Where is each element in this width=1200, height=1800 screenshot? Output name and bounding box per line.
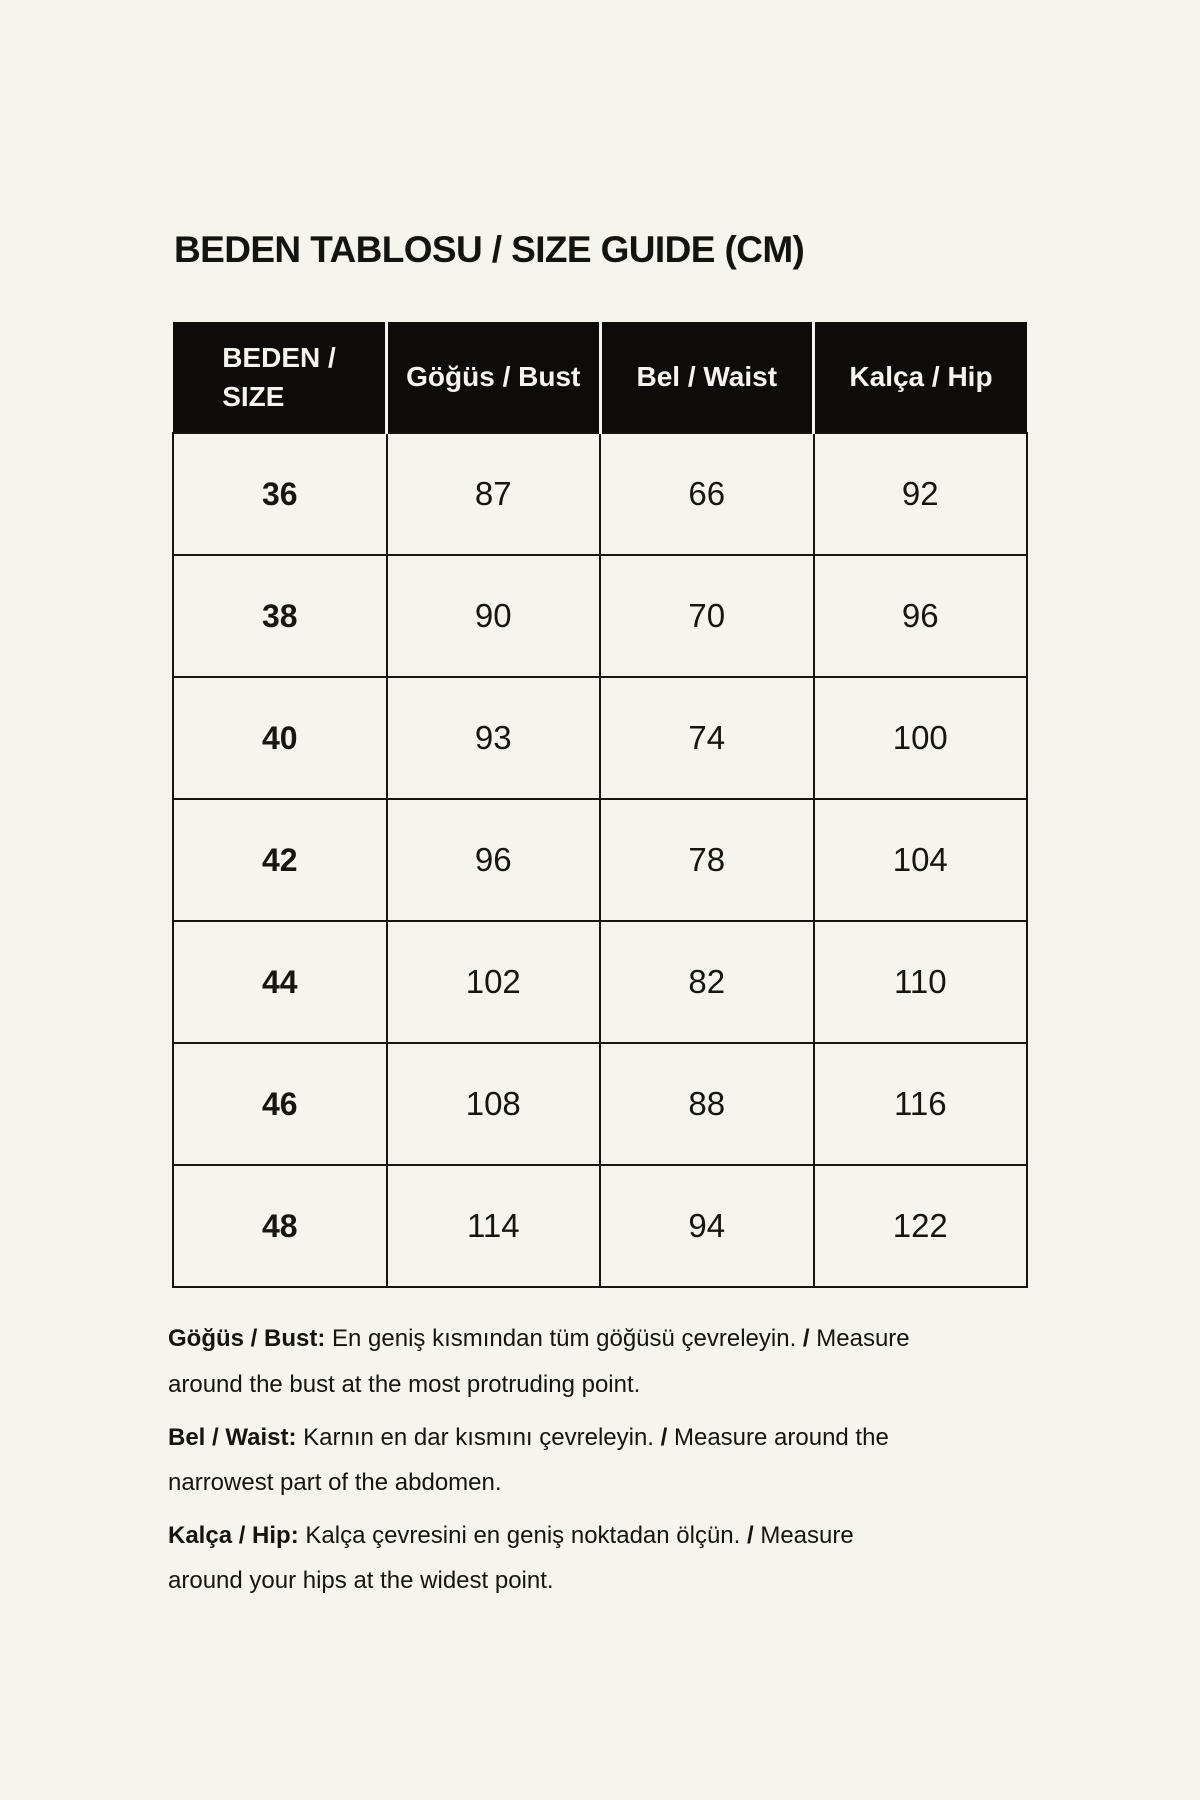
note-bust-tr: En geniş kısmından tüm göğüsü çevreleyin. [332,1325,797,1353]
hip-cell: 92 [814,433,1028,555]
header-cell-waist: Bel / Waist [600,322,814,433]
note-bust-label: Göğüs / Bust: [168,1325,326,1353]
bust-cell: 102 [387,921,601,1043]
note-hip-label: Kalça / Hip: [168,1521,299,1549]
table-row [173,555,1027,677]
waist-cell: 74 [600,677,814,799]
table-row [173,799,1027,921]
note-waist-tr: Karnın en dar kısmını çevreleyin. [303,1423,654,1451]
note-bust-en: Measure around the bust at the most protruding point. [168,1325,910,1398]
waist-cell: 66 [600,433,814,555]
size-cell: 44 [173,921,387,1043]
waist-cell: 70 [600,555,814,677]
bust-cell: 87 [387,433,601,555]
size-cell: 48 [173,1165,387,1287]
content-column [168,0,1072,1611]
size-table-header-row [173,322,1027,433]
note-hip-en: Measure around your hips at the widest point. [168,1521,854,1595]
table-row [173,677,1027,799]
header-cell-size [173,322,387,433]
note-waist [168,1415,930,1506]
header-size-line1: BEDEN / [222,342,336,374]
note-hip [168,1513,930,1604]
hip-cell: 96 [814,555,1028,677]
hip-cell: 104 [814,799,1028,921]
hip-cell: 100 [814,677,1028,799]
size-cell: 38 [173,555,387,677]
header-cell-bust: Göğüs / Bust [387,322,601,433]
header-size-line2: SIZE [222,381,285,413]
size-cell: 42 [173,799,387,921]
note-waist-label: Bel / Waist: [168,1423,297,1451]
hip-cell: 110 [814,921,1028,1043]
note-bust-separator: / [802,1325,810,1353]
header-cell-hip: Kalça / Hip [814,322,1028,433]
bust-cell: 108 [387,1043,601,1165]
waist-cell: 94 [600,1165,814,1287]
table-row [173,921,1027,1043]
hip-cell: 122 [814,1165,1028,1287]
waist-cell: 88 [600,1043,814,1165]
bust-cell: 93 [387,677,601,799]
note-waist-separator: / [660,1423,668,1451]
note-hip-tr: Kalça çevresini en geniş noktadan ölçün. [305,1521,741,1549]
size-cell: 36 [173,433,387,555]
bust-cell: 114 [387,1165,601,1287]
note-hip-separator: / [747,1521,754,1549]
table-row [173,433,1027,555]
size-cell: 46 [173,1043,387,1165]
table-row [173,1165,1027,1287]
size-cell: 40 [173,677,387,799]
page-title: BEDEN TABLOSU / SIZE GUIDE (CM) [174,229,805,270]
waist-cell: 78 [600,799,814,921]
waist-cell: 82 [600,921,814,1043]
table-row [173,1043,1027,1165]
note-bust [168,1316,930,1407]
header-size-stack [222,338,336,416]
bust-cell: 90 [387,555,601,677]
hip-cell: 116 [814,1043,1028,1165]
bust-cell: 96 [387,799,601,921]
measurement-notes [168,1316,930,1604]
size-table [172,322,1028,1288]
note-waist-en: Measure around the narrowest part of the abdomen. [168,1423,889,1497]
